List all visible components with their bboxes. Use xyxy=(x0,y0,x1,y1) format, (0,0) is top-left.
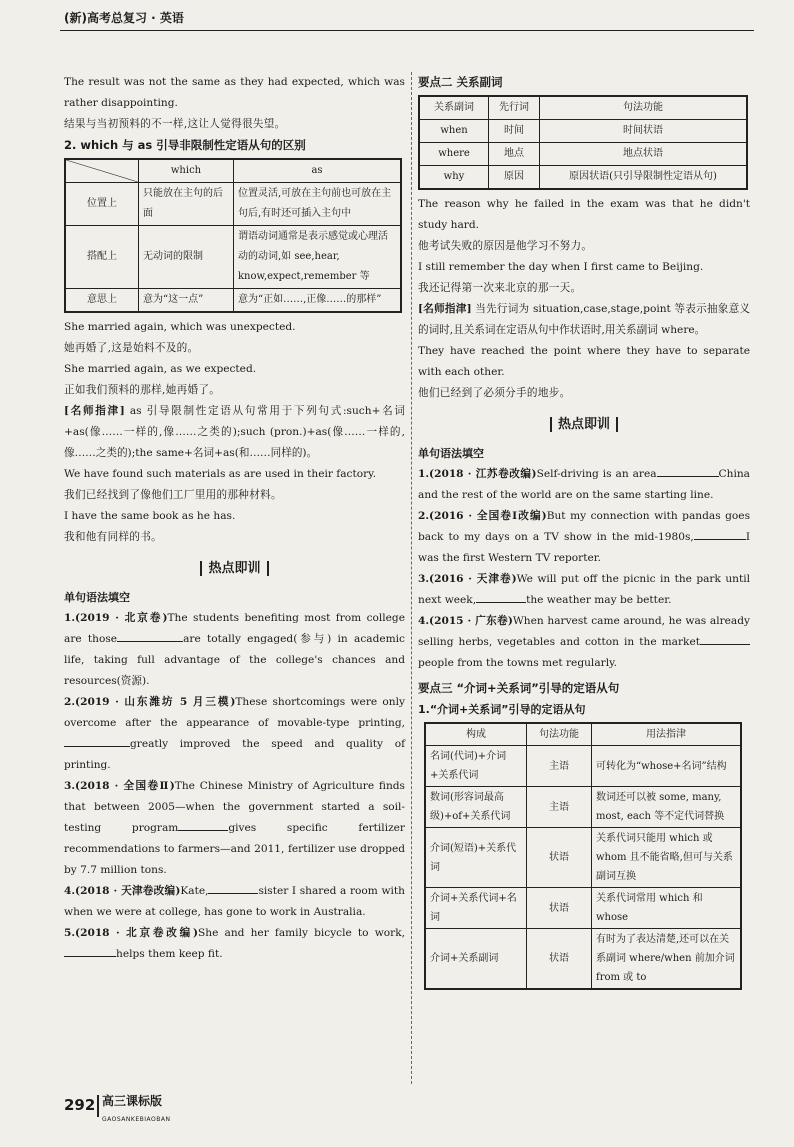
left-column xyxy=(64,72,405,965)
teacher-note xyxy=(64,401,405,464)
table-row: 名词(代词)+介词+关系代词 主语 可转化为“whose+名词”结构 xyxy=(425,746,741,787)
which-cell: 意为“这一点” xyxy=(139,289,234,313)
row-label: 搭配上 xyxy=(65,226,139,289)
exercise-item: 4.(2018 · 天津卷改编)Kate, sister I shared a room with when we were at college, has gone to work in Australia. xyxy=(64,881,405,923)
note-tag: [名师指津] xyxy=(418,303,472,315)
point-3-title: 要点三 “介词+关系词”引导的定语从句 xyxy=(418,681,620,695)
practice-title: 热点即训 xyxy=(64,558,405,579)
example-en: We have found such materials as are used in their factory. xyxy=(64,468,377,480)
example-zh: 他们已经到了必须分手的地步。 xyxy=(418,387,571,399)
row-label: 意思上 xyxy=(65,289,139,313)
table-row: where 地点 地点状语 xyxy=(419,143,747,166)
table-row: 介词+关系副词 状语 有时为了表达清楚,还可以在关系副词 where/when 前加介词 from 或 to xyxy=(425,929,741,990)
section-2-title: 2. which 与 as 引导非限制性定语从句的区别 xyxy=(64,138,306,152)
as-cell: 位置灵活,可放在主句前也可放在主句后,有时还可插入主句中 xyxy=(234,183,402,226)
table-row: why 原因 原因状语(只引导限制性定语从句) xyxy=(419,166,747,190)
point-3-subtitle: 1.“介词+关系词”引导的定语从句 xyxy=(418,703,586,716)
brand-label: 高三课标版 xyxy=(102,1094,163,1108)
table-corner xyxy=(65,159,139,183)
practice-subtitle: 单句语法填空 xyxy=(418,447,484,460)
point-2-title: 要点二 关系副词 xyxy=(418,75,503,89)
footer-divider xyxy=(97,1095,99,1117)
col-header-as: as xyxy=(234,159,402,183)
example-en: I still remember the day when I first came to Beijing. xyxy=(418,261,704,273)
teacher-note xyxy=(418,299,750,341)
example-en: She married again, as we expected. xyxy=(64,363,257,375)
which-as-table xyxy=(64,158,402,313)
row-label: 位置上 xyxy=(65,183,139,226)
exercise-item: 1.(2019 · 北京卷)The students benefiting most from college are those are totally engaged(参与) in academic life, taking full advantage of the college's chances and resources(资源). xyxy=(64,612,405,687)
note-tag: [名师指津] xyxy=(64,405,125,417)
exercise-item: 1.(2018 · 江苏卷改编)Self-driving is an area China and the rest of the world are on the same starting line. xyxy=(418,464,750,506)
which-cell: 只能放在主句的后面 xyxy=(139,183,234,226)
prep-relative-table xyxy=(424,722,742,990)
example-zh: 正如我们预料的那样,她再婚了。 xyxy=(64,384,221,396)
col-header-which: which xyxy=(139,159,234,183)
header-rule xyxy=(60,30,754,31)
col-header: 句法功能 xyxy=(540,96,748,120)
example-zh: 我还记得第一次来北京的那一天。 xyxy=(418,282,582,294)
answer-blank[interactable] xyxy=(657,464,719,477)
answer-blank[interactable] xyxy=(64,944,116,957)
intro-zh: 结果与当初预料的不一样,这让人觉得很失望。 xyxy=(64,118,286,130)
example-en: The reason why he failed in the exam was that he didn't study hard. xyxy=(418,198,750,231)
as-cell: 意为“正如……,正像……的那样” xyxy=(234,289,402,313)
table-row: 介词(短语)+关系代词 状语 关系代词只能用 which 或 whom 且不能省略,但可与关系副词互换 xyxy=(425,828,741,888)
example-zh: 他考试失败的原因是他学习不努力。 xyxy=(418,240,593,252)
answer-blank[interactable] xyxy=(700,632,750,645)
table-row: when 时间 时间状语 xyxy=(419,120,747,143)
example-zh: 我们已经找到了像他们工厂里用的那种材料。 xyxy=(64,489,282,501)
exercise-item: 2.(2019 · 山东潍坊 5 月三模)These shortcomings were only overcome after the appearance of movable-type printing,greatly improved the speed and quality of printing. xyxy=(64,696,405,771)
answer-blank[interactable] xyxy=(178,818,228,831)
as-cell: 谓语动词通常是表示感觉或心理活动的动词,如 see,hear, know,expect,remember 等 xyxy=(234,226,402,289)
practice-title: 热点即训 xyxy=(418,414,750,435)
answer-blank[interactable] xyxy=(64,734,130,747)
table-row: 数词(形容词最高级)+of+关系代词 主语 数词还可以被 some, many, most, each 等不定代词替换 xyxy=(425,787,741,828)
exercise-item: 5.(2018 · 北京卷改编)She and her family bicycle to work,helps them keep fit. xyxy=(64,927,405,960)
col-header: 关系副词 xyxy=(419,96,489,120)
col-header: 句法功能 xyxy=(527,723,592,746)
relative-adverb-table xyxy=(418,95,748,190)
example-zh: 我和他有同样的书。 xyxy=(64,531,163,543)
table-row: 介词+关系代词+名词 状语 关系代词常用 which 和 whose xyxy=(425,888,741,929)
col-header: 先行词 xyxy=(489,96,540,120)
table-row xyxy=(65,226,401,289)
running-header: (新)高考总复习 · 英语 xyxy=(64,11,184,25)
example-en: They have reached the point where they have to separate with each other. xyxy=(418,345,750,378)
page-number: 292 xyxy=(64,1096,96,1114)
answer-blank[interactable] xyxy=(208,881,258,894)
answer-blank[interactable] xyxy=(694,527,746,540)
example-en: I have the same book as he has. xyxy=(64,510,236,522)
intro-en: The result was not the same as they had expected, which was rather disappointing. xyxy=(64,76,405,109)
brand-pinyin: GAOSANKEBIAOBAN xyxy=(102,1116,171,1123)
note-text: 当先行词为 situation,case,stage,point 等表示抽象意义的词时,且关系词在定语从句中作状语时,用关系副词 where。 xyxy=(418,303,751,336)
example-zh: 她再婚了,这是始料不及的。 xyxy=(64,342,199,354)
practice-subtitle: 单句语法填空 xyxy=(64,591,130,604)
exercise-item: 4.(2015 · 广东卷)When harvest came around, he was already selling herbs, vegetables and cotton in the marketpeople from the towns met regularly. xyxy=(418,615,750,669)
which-cell: 无动词的限制 xyxy=(139,226,234,289)
exercise-item: 3.(2018 · 全国卷Ⅱ)The Chinese Ministry of Agriculture finds that between 2005—when the government started a soil-testing program gives specific fertilizer recommendations to farmers—and 2011, fertilizer use dropped by 7.7 million tons. xyxy=(64,780,405,876)
table-row xyxy=(65,183,401,226)
table-row xyxy=(65,289,401,313)
exercise-item: 2.(2016 · 全国卷Ⅰ改编)But my connection with pandas goes back to my days on a TV show in the mid-1980s, I was the first Western TV reporter. xyxy=(418,510,751,564)
exercise-item: 3.(2016 · 天津卷)We will put off the picnic in the park until next week, the weather may be better. xyxy=(418,573,751,606)
col-header: 构成 xyxy=(425,723,527,746)
note-text: as 引导限制性定语从句常用于下列句式:such+名词+as(像……一样的,像……之类的);such (pron.)+as(像……一样的,像……之类的);the same+名词+as(和……同样的)。 xyxy=(64,405,405,459)
answer-blank[interactable] xyxy=(476,590,526,603)
example-en: She married again, which was unexpected. xyxy=(64,321,296,333)
right-column xyxy=(418,72,750,990)
answer-blank[interactable] xyxy=(117,629,183,642)
column-divider xyxy=(411,72,412,1084)
col-header: 用法指津 xyxy=(592,723,742,746)
